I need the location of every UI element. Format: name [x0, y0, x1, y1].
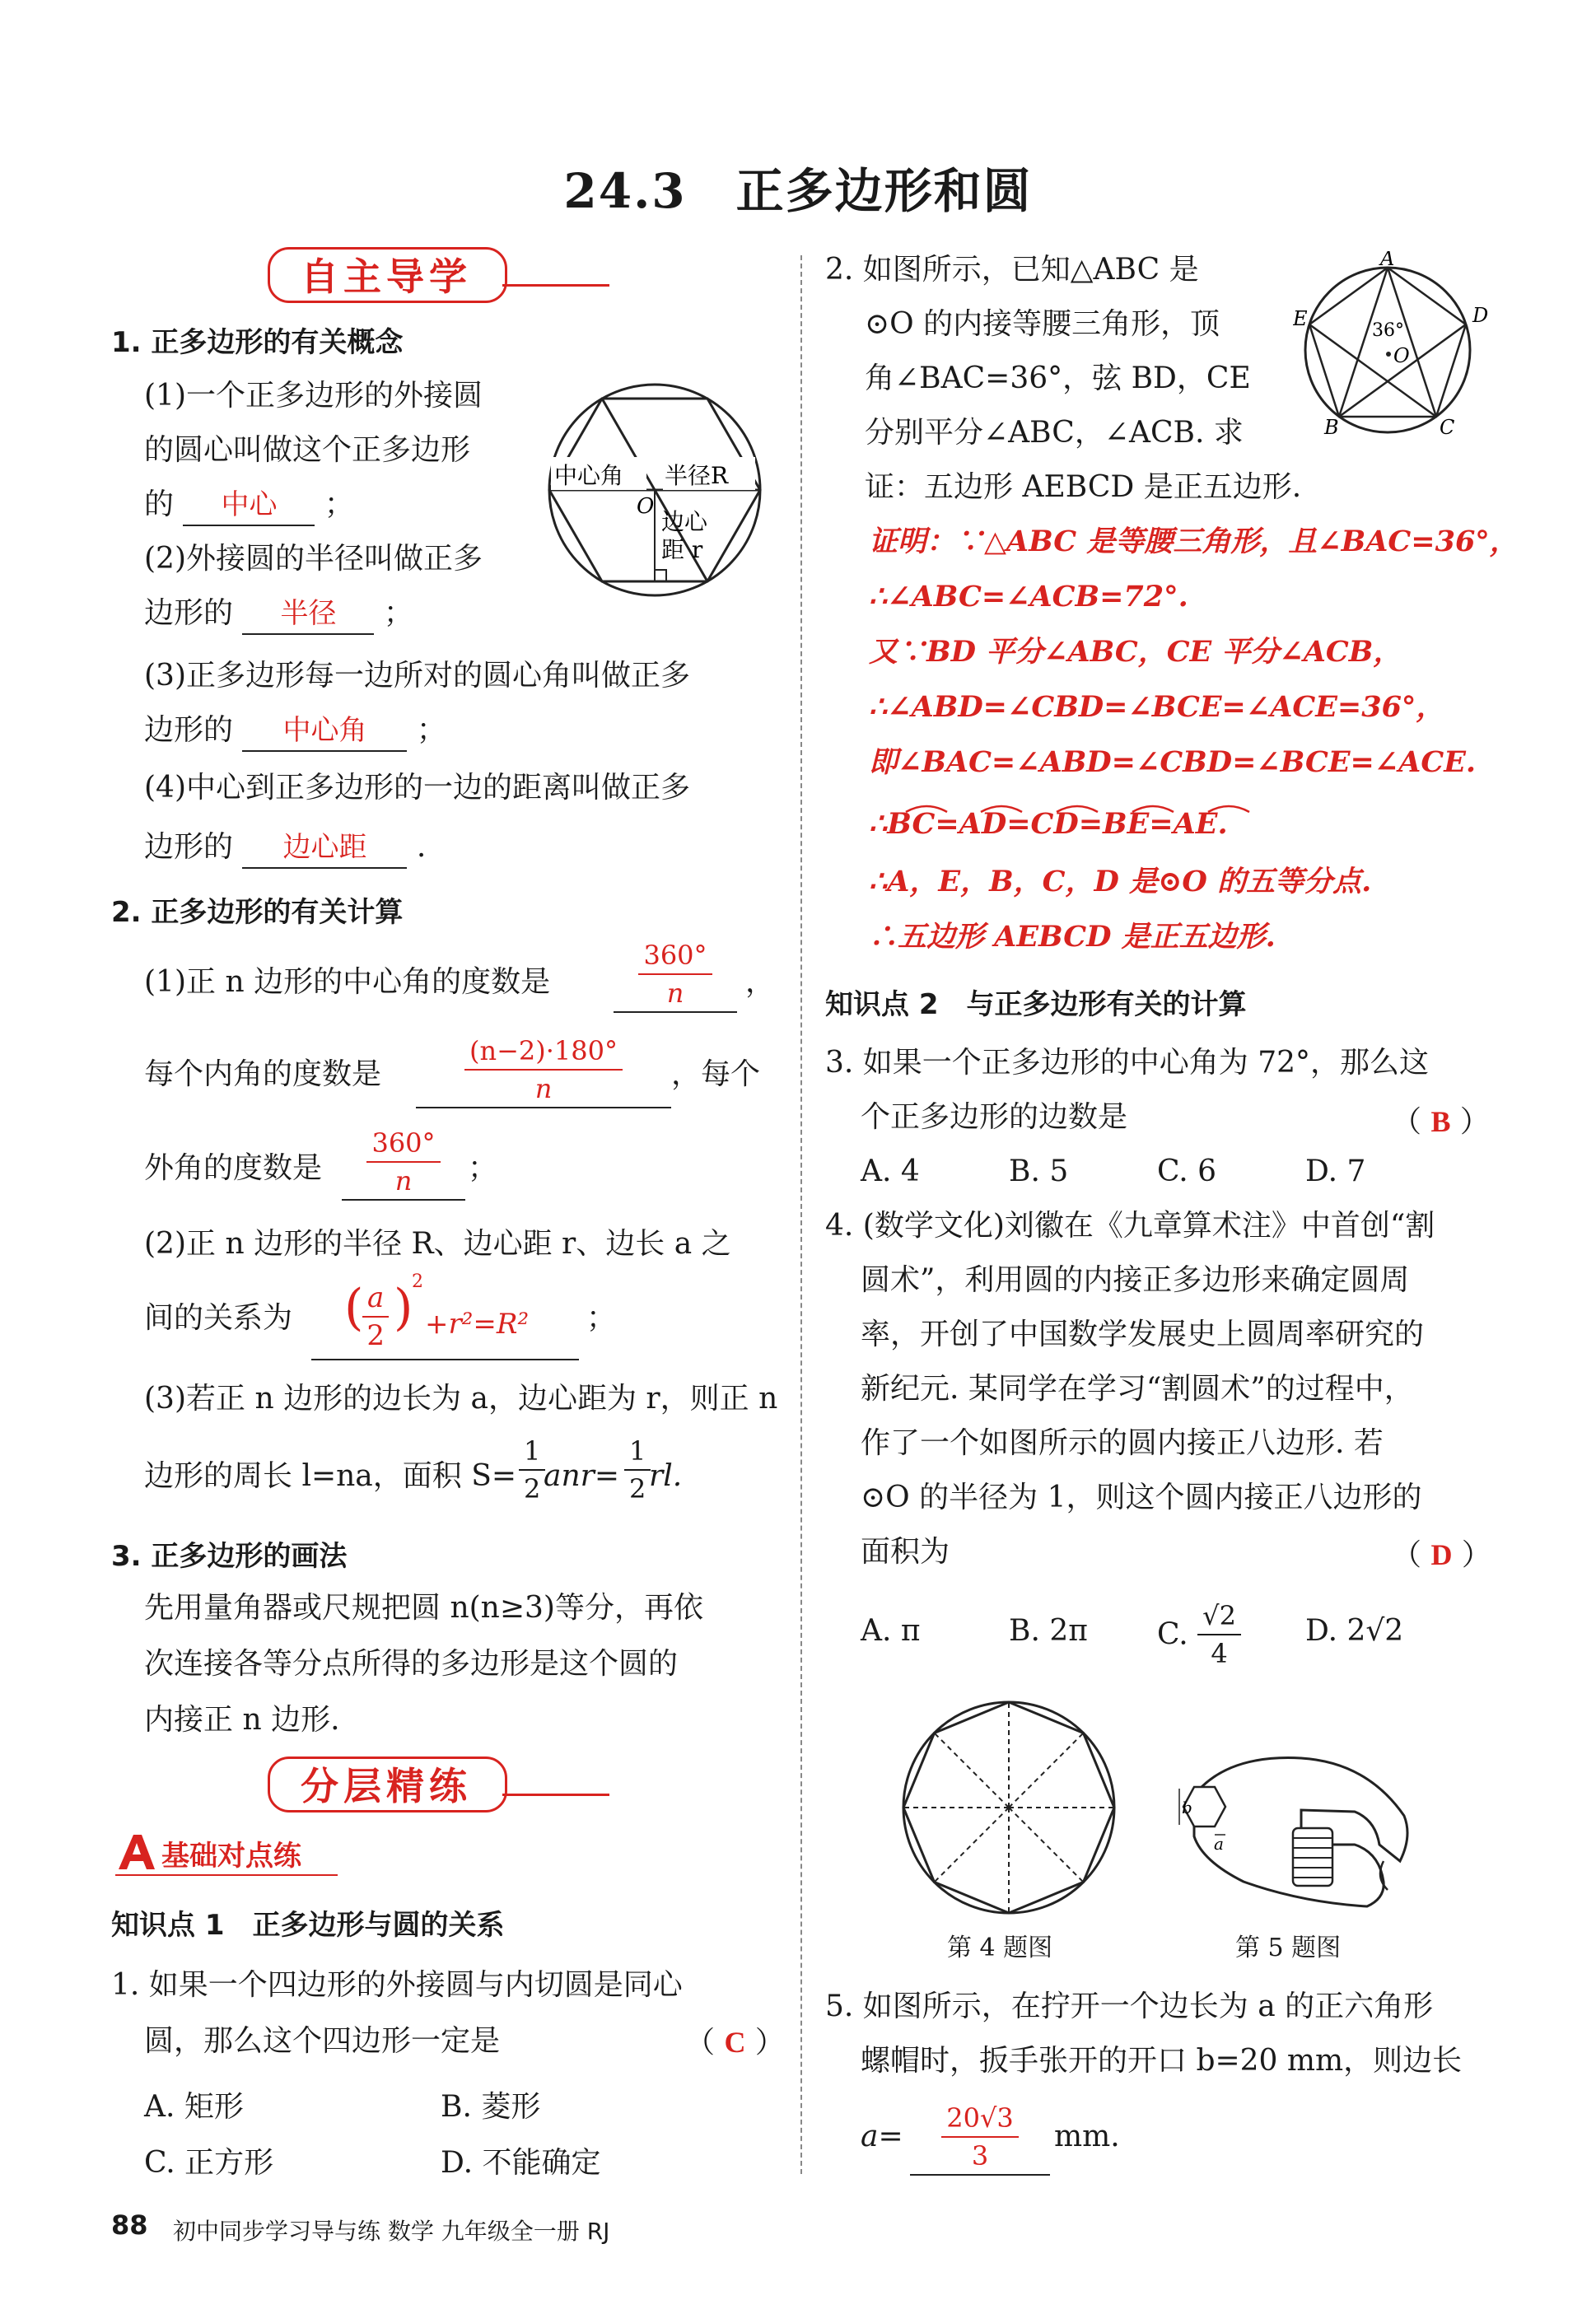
calc-line: (3)若正 n 边形的边长为 a，边心距为 r，则正 n [144, 1382, 778, 1416]
answer-q4: D [1430, 1538, 1453, 1571]
knowledge-point-2: 知识点 2 与正多边形有关的计算 [825, 988, 1247, 1021]
formula-denominator: n [394, 1165, 413, 1197]
formula-denominator: 2 [524, 1473, 541, 1505]
punctuation: ； [416, 713, 446, 747]
formula-numerator: (n−2)·180° [464, 1033, 623, 1071]
concept-text: 的 [144, 488, 175, 521]
wrench-figure [1178, 1738, 1416, 1910]
formula-numerator: a [362, 1280, 389, 1318]
question-4-line: 新纪元. 某同学在学习“割圆术”的过程中， [861, 1372, 1414, 1406]
calc-line: 外角的度数是 [144, 1151, 323, 1185]
punctuation: ； [586, 1301, 617, 1335]
formula-relation-rest: +r²=R² [425, 1308, 530, 1341]
formula-numerator: 1 [519, 1433, 545, 1471]
section-rule [502, 1794, 609, 1796]
proof-line: ∴∠ABD=∠CBD=∠BCE=∠ACE=36°， [869, 690, 1445, 724]
label-b: b [1182, 1798, 1192, 1817]
label-b: B [1324, 416, 1339, 439]
column-divider [800, 255, 802, 2174]
question-4-line: 4. (数学文化)刘徽在《九章算术注》中首创“割 [825, 1209, 1435, 1243]
label-apothem-1: 边心 [661, 508, 708, 535]
answer-q3: B [1430, 1105, 1451, 1138]
fraction-one-half [519, 1433, 545, 1507]
punctuation: . [416, 830, 427, 864]
concept-text: 边形的 [144, 596, 234, 630]
question-4-line: 圆术”，利用圆的内接正多边形来确定圆周 [861, 1263, 1410, 1297]
page-title: 24.3 正多边形和圆 [563, 163, 1033, 219]
punctuation: ； [383, 596, 413, 630]
calc-text: anr= [544, 1459, 620, 1493]
label-a: a [1214, 1834, 1224, 1854]
punctuation: ， [745, 965, 776, 999]
knowledge-point-1: 知识点 1 正多边形与圆的关系 [111, 1909, 505, 1942]
concept-line: 的圆心叫做这个正多边形 [144, 433, 471, 467]
question-1-line: 1. 如果一个四边形的外接圆与内切圆是同心 [111, 1968, 683, 2002]
label-apothem-2: 距 r [661, 536, 703, 563]
formula-numerator: 1 [624, 1433, 651, 1471]
question-5-line: 5. 如图所示，在拧开一个边长为 a 的正六角形 [825, 1990, 1434, 2023]
concept-text: 边形的 [144, 830, 234, 864]
label-a: A [1380, 251, 1395, 270]
question-2-line: 证：五边形 AEBCD 是正五边形. [865, 470, 1302, 504]
section-heading-practice: 分层精练 [301, 1764, 472, 1808]
answer-blank-radius: 半径 [242, 594, 374, 635]
formula-denominator: 2 [629, 1473, 646, 1505]
label-radius: 半径R [665, 462, 729, 489]
answer-paren-q3: （ B ） [1392, 1105, 1490, 1139]
drawing-line: 先用量角器或尺规把圆 n(n≥3)等分，再依 [144, 1591, 703, 1625]
arc-marks [902, 799, 1330, 815]
label-center-o: O [637, 494, 655, 519]
calc-line: (1)正 n 边形的中心角的度数是 [144, 965, 551, 999]
proof-line: 即∠BAC=∠ABD=∠CBD=∠BCE=∠ACE. [869, 745, 1477, 779]
choice-b: B. 菱形 [441, 2090, 541, 2124]
question-2-line: 角∠BAC=36°，弦 BD，CE [865, 362, 1251, 395]
calc-text: 边形的周长 l=na，面积 S= [144, 1459, 517, 1493]
concept-line: (1)一个正多边形的外接圆 [144, 379, 483, 413]
choice-d: D. 2√2 [1305, 1614, 1404, 1648]
question-4-line: 面积为 [861, 1535, 950, 1569]
formula-denominator: 3 [971, 2140, 989, 2172]
concept-line: (2)外接圆的半径叫做正多 [144, 542, 483, 576]
knowledge-heading-2: 2. 正多边形的有关计算 [111, 896, 404, 929]
question-2-line: ⊙O 的内接等腰三角形，顶 [865, 307, 1220, 341]
footer-book-title: 初中同步学习导与练 数学 九年级全一册 RJ [173, 2218, 610, 2245]
basic-underline [115, 1874, 338, 1876]
proof-line: 证明：∵△ABC 是等腰三角形，且∠BAC=36°， [869, 525, 1519, 558]
knowledge-heading-3: 3. 正多边形的画法 [111, 1540, 348, 1573]
label-c: C [1440, 416, 1455, 439]
choice-a: A. 4 [861, 1155, 920, 1188]
question-2-line: 分别平分∠ABC，∠ACB. 求 [865, 416, 1244, 450]
choice-c: C. 正方形 [144, 2146, 274, 2180]
drawing-line: 次连接各等分点所得的多边形是这个圆的 [144, 1647, 679, 1681]
label-e: E [1293, 307, 1308, 330]
calc-line: (2)正 n 边形的半径 R、边心距 r、边长 a 之 [144, 1227, 731, 1261]
calc-text: rl. [649, 1459, 683, 1493]
answer-q1: C [724, 2026, 746, 2059]
level-a-icon [115, 1833, 158, 1871]
choice-c: C. 6 [1157, 1155, 1217, 1188]
unit-mm: mm. [1054, 2120, 1120, 2153]
label-o: O [1393, 344, 1410, 367]
formula-denominator: 4 [1211, 1638, 1228, 1669]
proof-line: ∴A，E，B，C，D 是⊙O 的五等分点. [869, 865, 1372, 898]
question-4-line: 作了一个如图所示的圆内接正八边形. 若 [861, 1426, 1384, 1460]
pentagon-figure [1293, 251, 1491, 441]
choice-d: D. 不能确定 [441, 2146, 601, 2180]
section-rule [502, 284, 609, 287]
basic-practice-label: 基础对点练 [161, 1840, 301, 1873]
formula-interior-angle [416, 1033, 671, 1108]
question-3-line: 个正多边形的边数是 [861, 1100, 1128, 1134]
octagon-figure [898, 1696, 1120, 1919]
concept-line: (3)正多边形每一边所对的圆心角叫做正多 [144, 659, 690, 693]
question-4-line: 率，开创了中国数学发展史上圆周率研究的 [861, 1318, 1425, 1351]
calc-text: ，每个 [671, 1057, 761, 1091]
formula-numerator: √2 [1197, 1598, 1241, 1635]
formula-denominator: n [666, 977, 684, 1009]
choice-a: A. π [861, 1614, 921, 1648]
choice-d: D. 7 [1305, 1155, 1366, 1188]
proof-line: 又∵BD 平分∠ABC，CE 平分∠ACB， [869, 635, 1402, 669]
drawing-line: 内接正 n 边形. [144, 1703, 340, 1737]
fraction-one-half [624, 1433, 651, 1507]
formula-denominator: n [534, 1073, 553, 1104]
punctuation: ； [468, 1151, 498, 1185]
formula-denominator: 2 [366, 1319, 385, 1352]
formula-central-angle [614, 937, 737, 1013]
label-d: D [1472, 304, 1489, 327]
calc-line [144, 1449, 516, 1504]
answer-blank-center: 中心 [183, 485, 315, 526]
choice-b: B. 5 [1009, 1155, 1069, 1188]
formula-numerator: 360° [638, 937, 712, 975]
knowledge-heading-1: 1. 正多边形的有关概念 [111, 326, 404, 359]
proof-line: ∴∠ABC=∠ACB=72°. [869, 580, 1188, 613]
question-5-line: 螺帽时，扳手张开的开口 b=20 mm，则边长 [861, 2044, 1463, 2078]
page-number: 88 [111, 2209, 148, 2241]
formula-numerator: 360° [366, 1125, 440, 1163]
answer-paren-q1: （ C ） [685, 2026, 785, 2060]
answer-paren-q4: （ D ） [1392, 1538, 1491, 1572]
concept-line [144, 820, 426, 875]
figure-5-caption: 第 5 题图 [1235, 1934, 1342, 1962]
concept-line [144, 586, 413, 641]
formula-exterior-angle [342, 1125, 465, 1201]
answer-q5 [910, 2100, 1050, 2176]
question-4-line: ⊙O 的半径为 1，则这个圆内接正八边形的 [861, 1481, 1422, 1514]
concept-line [144, 478, 354, 532]
answer-blank-apothem: 边心距 [242, 828, 407, 869]
question-3-line: 3. 如果一个正多边形的中心角为 72°，那么这 [825, 1046, 1430, 1080]
question-5-line: a= [861, 2120, 903, 2153]
formula-numerator: 20√3 [941, 2100, 1018, 2138]
concept-text: 边形的 [144, 713, 234, 747]
answer-blank-central-angle: 中心角 [242, 711, 407, 752]
formula-relation: ( $\frac{a}{2}$ ) 2 +r²=R² [311, 1268, 579, 1360]
concept-line: (4)中心到正多边形的一边的距离叫做正多 [144, 771, 690, 805]
choice-a: A. 矩形 [144, 2090, 244, 2124]
punctuation: ； [324, 488, 354, 521]
question-1-line: 圆，那么这个四边形一定是 [144, 2024, 501, 2058]
calc-line: 每个内角的度数是 [144, 1057, 382, 1091]
proof-line-arcs: ∴BC=AD=CD=BE=AE. [869, 807, 1228, 841]
proof-line: ∴五边形 AEBCD 是正五边形. [869, 920, 1276, 954]
concept-line [144, 703, 446, 758]
hexagon-figure [539, 375, 770, 605]
label-angle-36: 36° [1372, 320, 1404, 341]
calc-line: 间的关系为 [144, 1301, 293, 1335]
figure-4-caption: 第 4 题图 [947, 1934, 1053, 1962]
choice-b: B. 2π [1009, 1614, 1088, 1648]
question-2-line: 2. 如图所示，已知△ABC 是 [825, 253, 1199, 287]
label-central-angle: 中心角 [554, 462, 624, 489]
choice-c-label: C. [1157, 1617, 1188, 1652]
section-heading-self-study: 自主导学 [301, 254, 472, 299]
choice-c [1157, 1598, 1241, 1672]
